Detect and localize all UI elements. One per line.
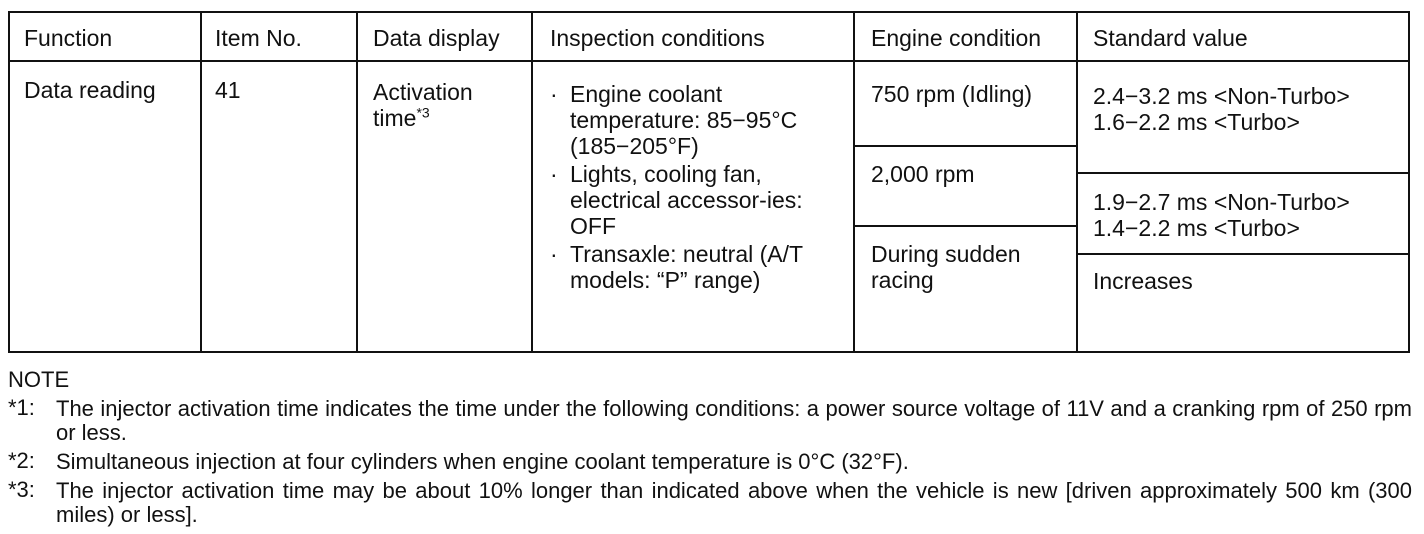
inspection-item: Lights, cooling fan, electrical accessor-ies: OFF bbox=[570, 161, 803, 239]
bullet: · bbox=[550, 241, 558, 267]
footnote-marker: *2: bbox=[8, 448, 35, 473]
column-divider bbox=[200, 13, 202, 351]
note-title: NOTE bbox=[8, 367, 70, 392]
standard-value-2000: 1.9−2.7 ms <Non-Turbo> 1.4−2.2 ms <Turbo> bbox=[1093, 189, 1350, 241]
header-engine-condition: Engine condition bbox=[871, 25, 1042, 51]
inspection-item: Engine coolant temperature: 85−95°C (185−205°F) bbox=[570, 81, 798, 159]
spec-table bbox=[8, 11, 1410, 353]
bullet: · bbox=[550, 161, 558, 187]
standard-value-idling: 2.4−3.2 ms <Non-Turbo> 1.6−2.2 ms <Turbo> bbox=[1093, 83, 1350, 135]
footnote-marker: *3: bbox=[8, 477, 35, 502]
engine-condition-2000: 2,000 rpm bbox=[871, 161, 975, 187]
column-divider bbox=[356, 13, 358, 351]
cell-item-no: 41 bbox=[215, 77, 241, 103]
inspection-item: Transaxle: neutral (A/T models: “P” range) bbox=[570, 241, 803, 293]
row-divider bbox=[1076, 172, 1408, 174]
row-divider bbox=[1076, 253, 1408, 255]
bullet: · bbox=[550, 81, 558, 107]
cell-data-display: Activation time$^{*3}$ bbox=[373, 79, 473, 131]
engine-condition-racing: During sudden racing bbox=[871, 241, 1021, 293]
row-divider bbox=[853, 225, 1078, 227]
header-item-no: Item No. bbox=[215, 25, 302, 51]
row-divider bbox=[853, 145, 1078, 147]
footnote-mark: *3 bbox=[416, 104, 430, 121]
engine-condition-idling: 750 rpm (Idling) bbox=[871, 81, 1033, 107]
footnote-text: Simultaneous injection at four cylinders when engine coolant temperature is 0°C (32°F). bbox=[56, 449, 909, 474]
header-divider bbox=[10, 60, 1408, 62]
footnote-text: The injector activation time indicates the time under the following conditions: a power source voltage of 11V and a cranking rpm of 250 rpm or less. bbox=[56, 396, 1412, 445]
column-divider bbox=[531, 13, 533, 351]
cell-function: Data reading bbox=[24, 77, 156, 103]
column-divider bbox=[1076, 13, 1078, 351]
header-data-display: Data display bbox=[373, 25, 500, 51]
standard-value-racing: Increases bbox=[1093, 268, 1193, 294]
column-divider bbox=[853, 13, 855, 351]
header-standard-value: Standard value bbox=[1093, 25, 1248, 51]
footnote-marker: *1: bbox=[8, 395, 35, 420]
footnote-text: The injector activation time may be about 10% longer than indicated above when the vehicle is new [driven approximately 500 km (300 miles) or less]. bbox=[56, 478, 1412, 527]
header-inspection-conditions: Inspection conditions bbox=[550, 25, 765, 51]
header-function: Function bbox=[24, 25, 113, 51]
